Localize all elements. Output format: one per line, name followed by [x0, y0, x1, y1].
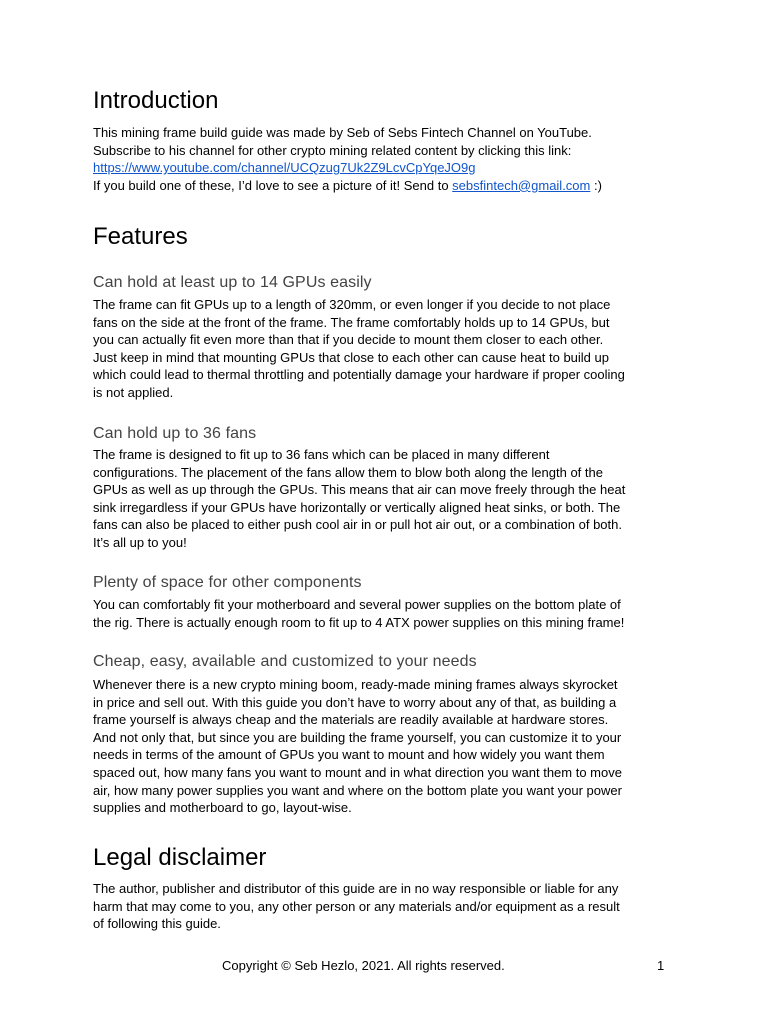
intro-line-2: Subscribe to his channel for other crypto mining related content by clicking this link: — [93, 142, 572, 158]
paragraph-line: It’s all up to you! — [93, 534, 187, 550]
paragraph-line: Whenever there is a new crypto mining boom, ready-made mining frames always skyrocket — [93, 677, 618, 692]
feature-heading-fans: Can hold up to 36 fans — [93, 425, 257, 442]
paragraph-line: spaced out, how many fans you want to mount and in what direction you want them to move — [93, 764, 622, 780]
introduction-heading: Introduction — [93, 87, 219, 114]
paragraph-line: The frame can fit GPUs up to a length of 320mm, or even longer if you decide to not place — [93, 297, 611, 312]
intro-line-4-suffix: :) — [590, 177, 602, 193]
legal-disclaimer-paragraph — [93, 880, 620, 933]
page-number: 1 — [657, 958, 665, 973]
feature-heading-space: Plenty of space for other components — [93, 574, 362, 591]
email-link[interactable]: sebsfintech@gmail.com — [452, 177, 591, 193]
copyright-notice: Copyright © Seb Hezlo, 2021. All rights reserved. — [222, 958, 505, 973]
feature-heading-cheap: Cheap, easy, available and customized to your needs — [93, 653, 477, 670]
legal-disclaimer-heading: Legal disclaimer — [93, 844, 267, 871]
paragraph-line: is not applied. — [93, 384, 174, 400]
intro-line-1: This mining frame build guide was made by Seb of Sebs Fintech Channel on YouTube. — [93, 125, 592, 140]
intro-line-4-prefix: If you build one of these, I’d love to see a picture of it! Send to — [93, 177, 453, 193]
intro-line-4 — [93, 177, 602, 195]
paragraph-line: GPUs as well as up through the GPUs. This means that air can move freely through the heat — [93, 482, 626, 498]
paragraph-line: air, how many power supplies you want and where on the bottom plate you want your power — [93, 782, 622, 798]
feature-heading-gpus: Can hold at least up to 14 GPUs easily — [93, 274, 372, 291]
paragraph-line: fans can also be placed to either push cool air in or pull hot air out, or a combination of both. — [93, 517, 622, 533]
paragraph-line: harm that may come to you, any other person or any materials and/or equipment as a result — [93, 898, 620, 914]
paragraph-line: The author, publisher and distributor of this guide are in no way responsible or liable for any — [93, 881, 619, 896]
paragraph-line: needs in terms of the amount of GPUs you want to mount and how widely you want them — [93, 747, 605, 763]
paragraph-line: You can comfortably fit your motherboard and several power supplies on the bottom plate of — [93, 597, 621, 612]
feature-paragraph-cheap — [93, 676, 622, 817]
paragraph-line: The frame is designed to fit up to 36 fans which can be placed in many different — [93, 447, 550, 462]
paragraph-line: fans on the side at the front of the frame. The frame comfortably holds up to 14 GPUs, but — [93, 314, 610, 330]
paragraph-line: the rig. There is actually enough room to fit up to 4 ATX power supplies on this mining frame! — [93, 614, 625, 630]
feature-paragraph-fans — [93, 446, 625, 552]
youtube-channel-link[interactable]: https://www.youtube.com/channel/UCQzug7Uk2Z9LcvCpYqeJO9g — [93, 160, 476, 176]
feature-paragraph-gpus — [93, 296, 625, 402]
features-heading: Features — [93, 223, 188, 250]
paragraph-line: which could lead to thermal throttling and potentially damage your hardware if proper cooling — [93, 367, 625, 383]
paragraph-line: in price and sell out. With this guide you don’t have to worry about any of that, as building a — [93, 694, 617, 710]
paragraph-line: Just keep in mind that mounting GPUs that close to each other can cause heat to build up — [93, 349, 609, 365]
feature-paragraph-space — [93, 596, 624, 631]
paragraph-line: sink irregardless if your GPUs have horizontally or vertically aligned heat sinks, or both. The — [93, 499, 621, 515]
paragraph-line: And not only that, but since you are building the frame yourself, you can customize it to your — [93, 729, 622, 745]
paragraph-line: you can actually fit even more than that if you decide to mount them closer to each other. — [93, 332, 604, 348]
intro-line-3 — [93, 159, 602, 177]
paragraph-line: frame yourself is always cheap and the materials are readily available at hardware stores. — [93, 712, 609, 728]
paragraph-line: configurations. The placement of the fans allow them to blow both along the length of the — [93, 464, 603, 480]
paragraph-line: supplies and motherboard to go, layout-wise. — [93, 800, 352, 816]
introduction-paragraph — [93, 124, 602, 194]
paragraph-line: of following this guide. — [93, 916, 221, 932]
